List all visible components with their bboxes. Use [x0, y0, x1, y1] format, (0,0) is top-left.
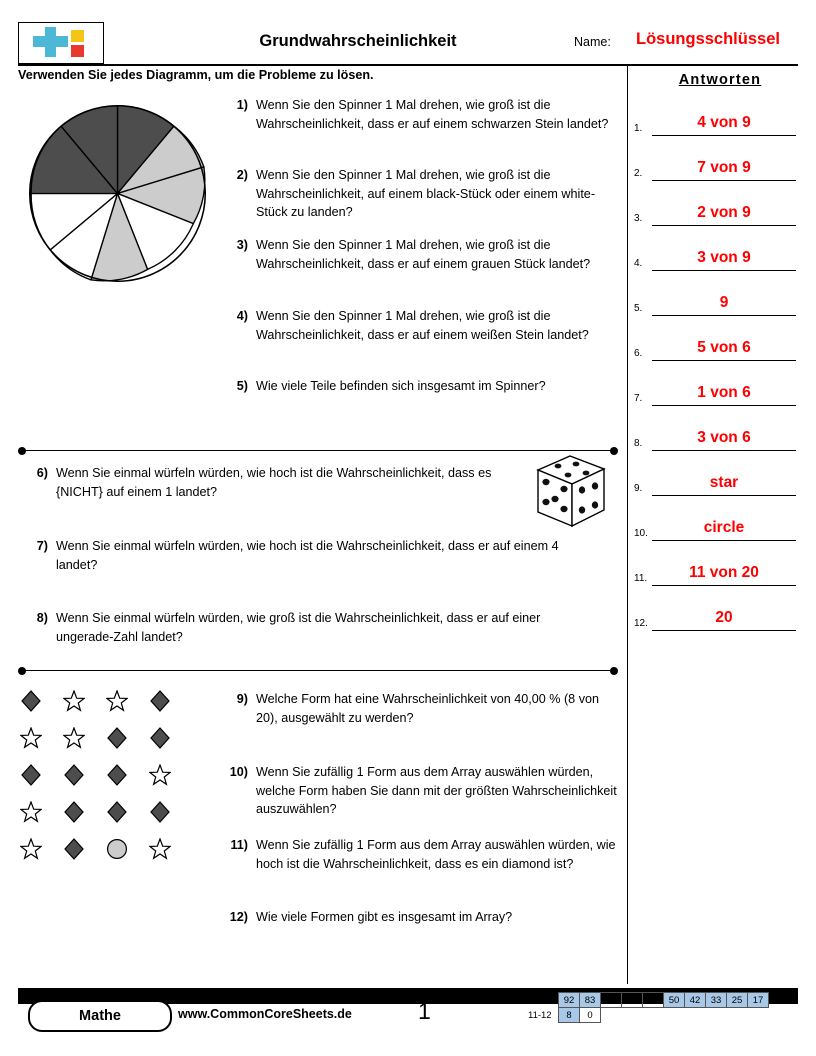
- diamond-icon: [20, 690, 42, 712]
- question-text: Wenn Sie einmal würfeln würden, wie groß ist die Wahrscheinlichkeit, dass er auf einer ungerade-Zahl landet?: [56, 611, 541, 644]
- star-icon: [63, 690, 85, 712]
- answer-row: [634, 505, 796, 541]
- answer-value: 3 von 6: [697, 429, 751, 446]
- score-cell: 25: [727, 993, 748, 1008]
- shapes-row: [20, 834, 210, 871]
- answer-value: circle: [703, 519, 745, 536]
- score-cell: 83: [580, 993, 601, 1008]
- answer-number: 1.: [634, 123, 643, 134]
- die-svg: [520, 452, 612, 534]
- page-header: [18, 22, 798, 64]
- answer-value: star: [709, 474, 739, 491]
- score-cell-empty: [643, 1008, 664, 1023]
- answer-number: 10.: [634, 528, 648, 539]
- star-icon: [20, 727, 42, 749]
- spinner-pie-svg: [20, 96, 215, 291]
- answer-number: 3.: [634, 213, 643, 224]
- score-cell: 92: [559, 993, 580, 1008]
- question-text: Welche Form hat eine Wahrscheinlichkeit von 40,00 % (8 von 20), ausgewählt zu werden?: [256, 692, 599, 725]
- score-cell-empty: [601, 1008, 622, 1023]
- spinner-chart: [20, 96, 215, 296]
- answer-row: [634, 145, 796, 181]
- score-cell-empty: [748, 1008, 769, 1023]
- answer-value: 4 von 9: [697, 114, 751, 131]
- score-cell: 58: [643, 993, 664, 1008]
- answer-value: 11 von 20: [689, 564, 759, 581]
- site-url: www.CommonCoreSheets.de: [178, 1007, 352, 1021]
- question-text: Wenn Sie zufällig 1 Form aus dem Array auswählen würden, wie hoch ist die Wahrscheinlichkeit, dass es ein diamond ist?: [256, 838, 616, 871]
- answer-row: [634, 550, 796, 586]
- logo-plus-vertical: [45, 27, 56, 57]
- shapes-array: [20, 686, 210, 871]
- answer-number: 7.: [634, 393, 643, 404]
- question-text: Wenn Sie den Spinner 1 Mal drehen, wie groß ist die Wahrscheinlichkeit, dass er auf einem grauen Stück landet?: [256, 238, 591, 271]
- page-title: Grundwahrscheinlichkeit: [259, 32, 457, 50]
- score-cell: 67: [622, 993, 643, 1008]
- question-number: 7): [36, 539, 48, 553]
- diamond-icon: [63, 764, 85, 786]
- divider-dot-left: [18, 667, 26, 675]
- answer-row: [634, 415, 796, 451]
- answer-value: 1 von 6: [697, 384, 751, 401]
- question-number: 3): [236, 238, 248, 252]
- question-number: 11): [230, 838, 248, 852]
- star-icon: [149, 838, 171, 860]
- question-text: Wie viele Teile befinden sich insgesamt im Spinner?: [256, 379, 546, 393]
- answer-row: [634, 595, 796, 631]
- instruction-text: Verwenden Sie jedes Diagramm, um die Probleme zu lösen.: [18, 68, 374, 82]
- diamond-icon: [63, 801, 85, 823]
- answer-row: [634, 460, 796, 496]
- answer-number: 6.: [634, 348, 643, 359]
- answer-value: 9: [719, 294, 729, 311]
- question-text: Wie viele Formen gibt es insgesamt im Array?: [256, 910, 513, 924]
- answer-number: 11.: [634, 573, 648, 584]
- answer-number: 5.: [634, 303, 643, 314]
- question-number: 1): [236, 98, 248, 112]
- divider-dot-right: [610, 667, 618, 675]
- circle-icon: [106, 838, 128, 860]
- answer-number: 8.: [634, 438, 643, 449]
- shapes-row: [20, 760, 210, 797]
- question-number: 6): [36, 466, 48, 480]
- score-cell-empty: [685, 1008, 706, 1023]
- answer-value: 3 von 9: [697, 249, 751, 266]
- score-row: [528, 1008, 769, 1023]
- diamond-icon: [106, 801, 128, 823]
- question-text: Wenn Sie einmal würfeln würden, wie hoch ist die Wahrscheinlichkeit, dass er auf einem 4 landet?: [56, 539, 559, 572]
- diamond-icon: [149, 690, 171, 712]
- answer-value: 2 von 9: [697, 204, 751, 221]
- question-number: 2): [236, 168, 248, 182]
- question-text: Wenn Sie den Spinner 1 Mal drehen, wie groß ist die Wahrscheinlichkeit, dass er auf einem schwarzen Stein landet?: [256, 98, 609, 131]
- question-number: 12): [229, 910, 248, 924]
- score-cell: 0: [580, 1008, 601, 1023]
- diamond-icon: [149, 727, 171, 749]
- shapes-row: [20, 686, 210, 723]
- question-number: 5): [236, 379, 248, 393]
- score-table: [528, 992, 769, 1023]
- diamond-icon: [63, 838, 85, 860]
- shapes-row: [20, 723, 210, 760]
- logo-square-red: [71, 45, 84, 57]
- answer-number: 2.: [634, 168, 643, 179]
- answers-divider: [627, 64, 628, 984]
- divider-dot-left: [18, 447, 26, 455]
- section-divider-1: [22, 450, 614, 451]
- score-cell: 17: [748, 993, 769, 1008]
- logo: [18, 22, 104, 64]
- score-cell: 8: [559, 1008, 580, 1023]
- answers-heading: Antworten: [678, 72, 762, 88]
- question-text: Wenn Sie einmal würfeln würden, wie hoch ist die Wahrscheinlichkeit, dass es {NICHT} auf einem 1 landet?: [56, 466, 492, 499]
- answer-number: 12.: [634, 618, 648, 629]
- answer-row: [634, 235, 796, 271]
- question-text: Wenn Sie zufällig 1 Form aus dem Array auswählen würden, welche Form haben Sie dann mit der größten Wahrscheinlichkeit auszuwählen?: [256, 765, 617, 816]
- score-cell-empty: [727, 1008, 748, 1023]
- subject-badge: Mathe: [28, 1000, 172, 1032]
- question-number: 4): [236, 309, 248, 323]
- score-cell: 75: [601, 993, 622, 1008]
- header-rule: [18, 64, 798, 66]
- answer-row: [634, 100, 796, 136]
- page-number: 1: [418, 998, 431, 1024]
- logo-square-yellow: [71, 30, 84, 42]
- answer-row: [634, 370, 796, 406]
- score-row: [528, 993, 769, 1008]
- question-text: Wenn Sie den Spinner 1 Mal drehen, wie groß ist die Wahrscheinlichkeit, auf einem black-Stück oder einem white-Stück zu landen?: [256, 168, 596, 219]
- question-number: 8): [36, 611, 48, 625]
- answer-key-label: Lösungsschlüssel: [636, 30, 780, 48]
- diamond-icon: [20, 764, 42, 786]
- shapes-row: [20, 797, 210, 834]
- score-cell: 33: [706, 993, 727, 1008]
- star-icon: [63, 727, 85, 749]
- answer-value: 7 von 9: [697, 159, 751, 176]
- score-cell-empty: [622, 1008, 643, 1023]
- diamond-icon: [149, 801, 171, 823]
- star-icon: [149, 764, 171, 786]
- diamond-icon: [106, 727, 128, 749]
- question-text: Wenn Sie den Spinner 1 Mal drehen, wie groß ist die Wahrscheinlichkeit, dass er auf einem weißen Stein landet?: [256, 309, 589, 342]
- section-divider-2: [22, 670, 614, 671]
- score-cell: 50: [664, 993, 685, 1008]
- star-icon: [20, 838, 42, 860]
- answer-number: 9.: [634, 483, 643, 494]
- die-icon: [520, 452, 612, 539]
- question-number: 10): [229, 765, 248, 779]
- answer-number: 4.: [634, 258, 643, 269]
- score-cell-empty: [664, 1008, 685, 1023]
- question-number: 9): [236, 692, 248, 706]
- answer-row: [634, 190, 796, 226]
- answer-value: 5 von 6: [697, 339, 751, 356]
- answer-row: [634, 325, 796, 361]
- score-row-label: 11-12: [528, 1009, 552, 1021]
- answer-value: 20: [715, 609, 733, 626]
- score-cell: 42: [685, 993, 706, 1008]
- star-icon: [20, 801, 42, 823]
- answer-row: [634, 280, 796, 316]
- score-cell-empty: [706, 1008, 727, 1023]
- name-label: Name:: [574, 35, 611, 49]
- score-row-label: 1-10: [528, 994, 548, 1006]
- diamond-icon: [106, 764, 128, 786]
- star-icon: [106, 690, 128, 712]
